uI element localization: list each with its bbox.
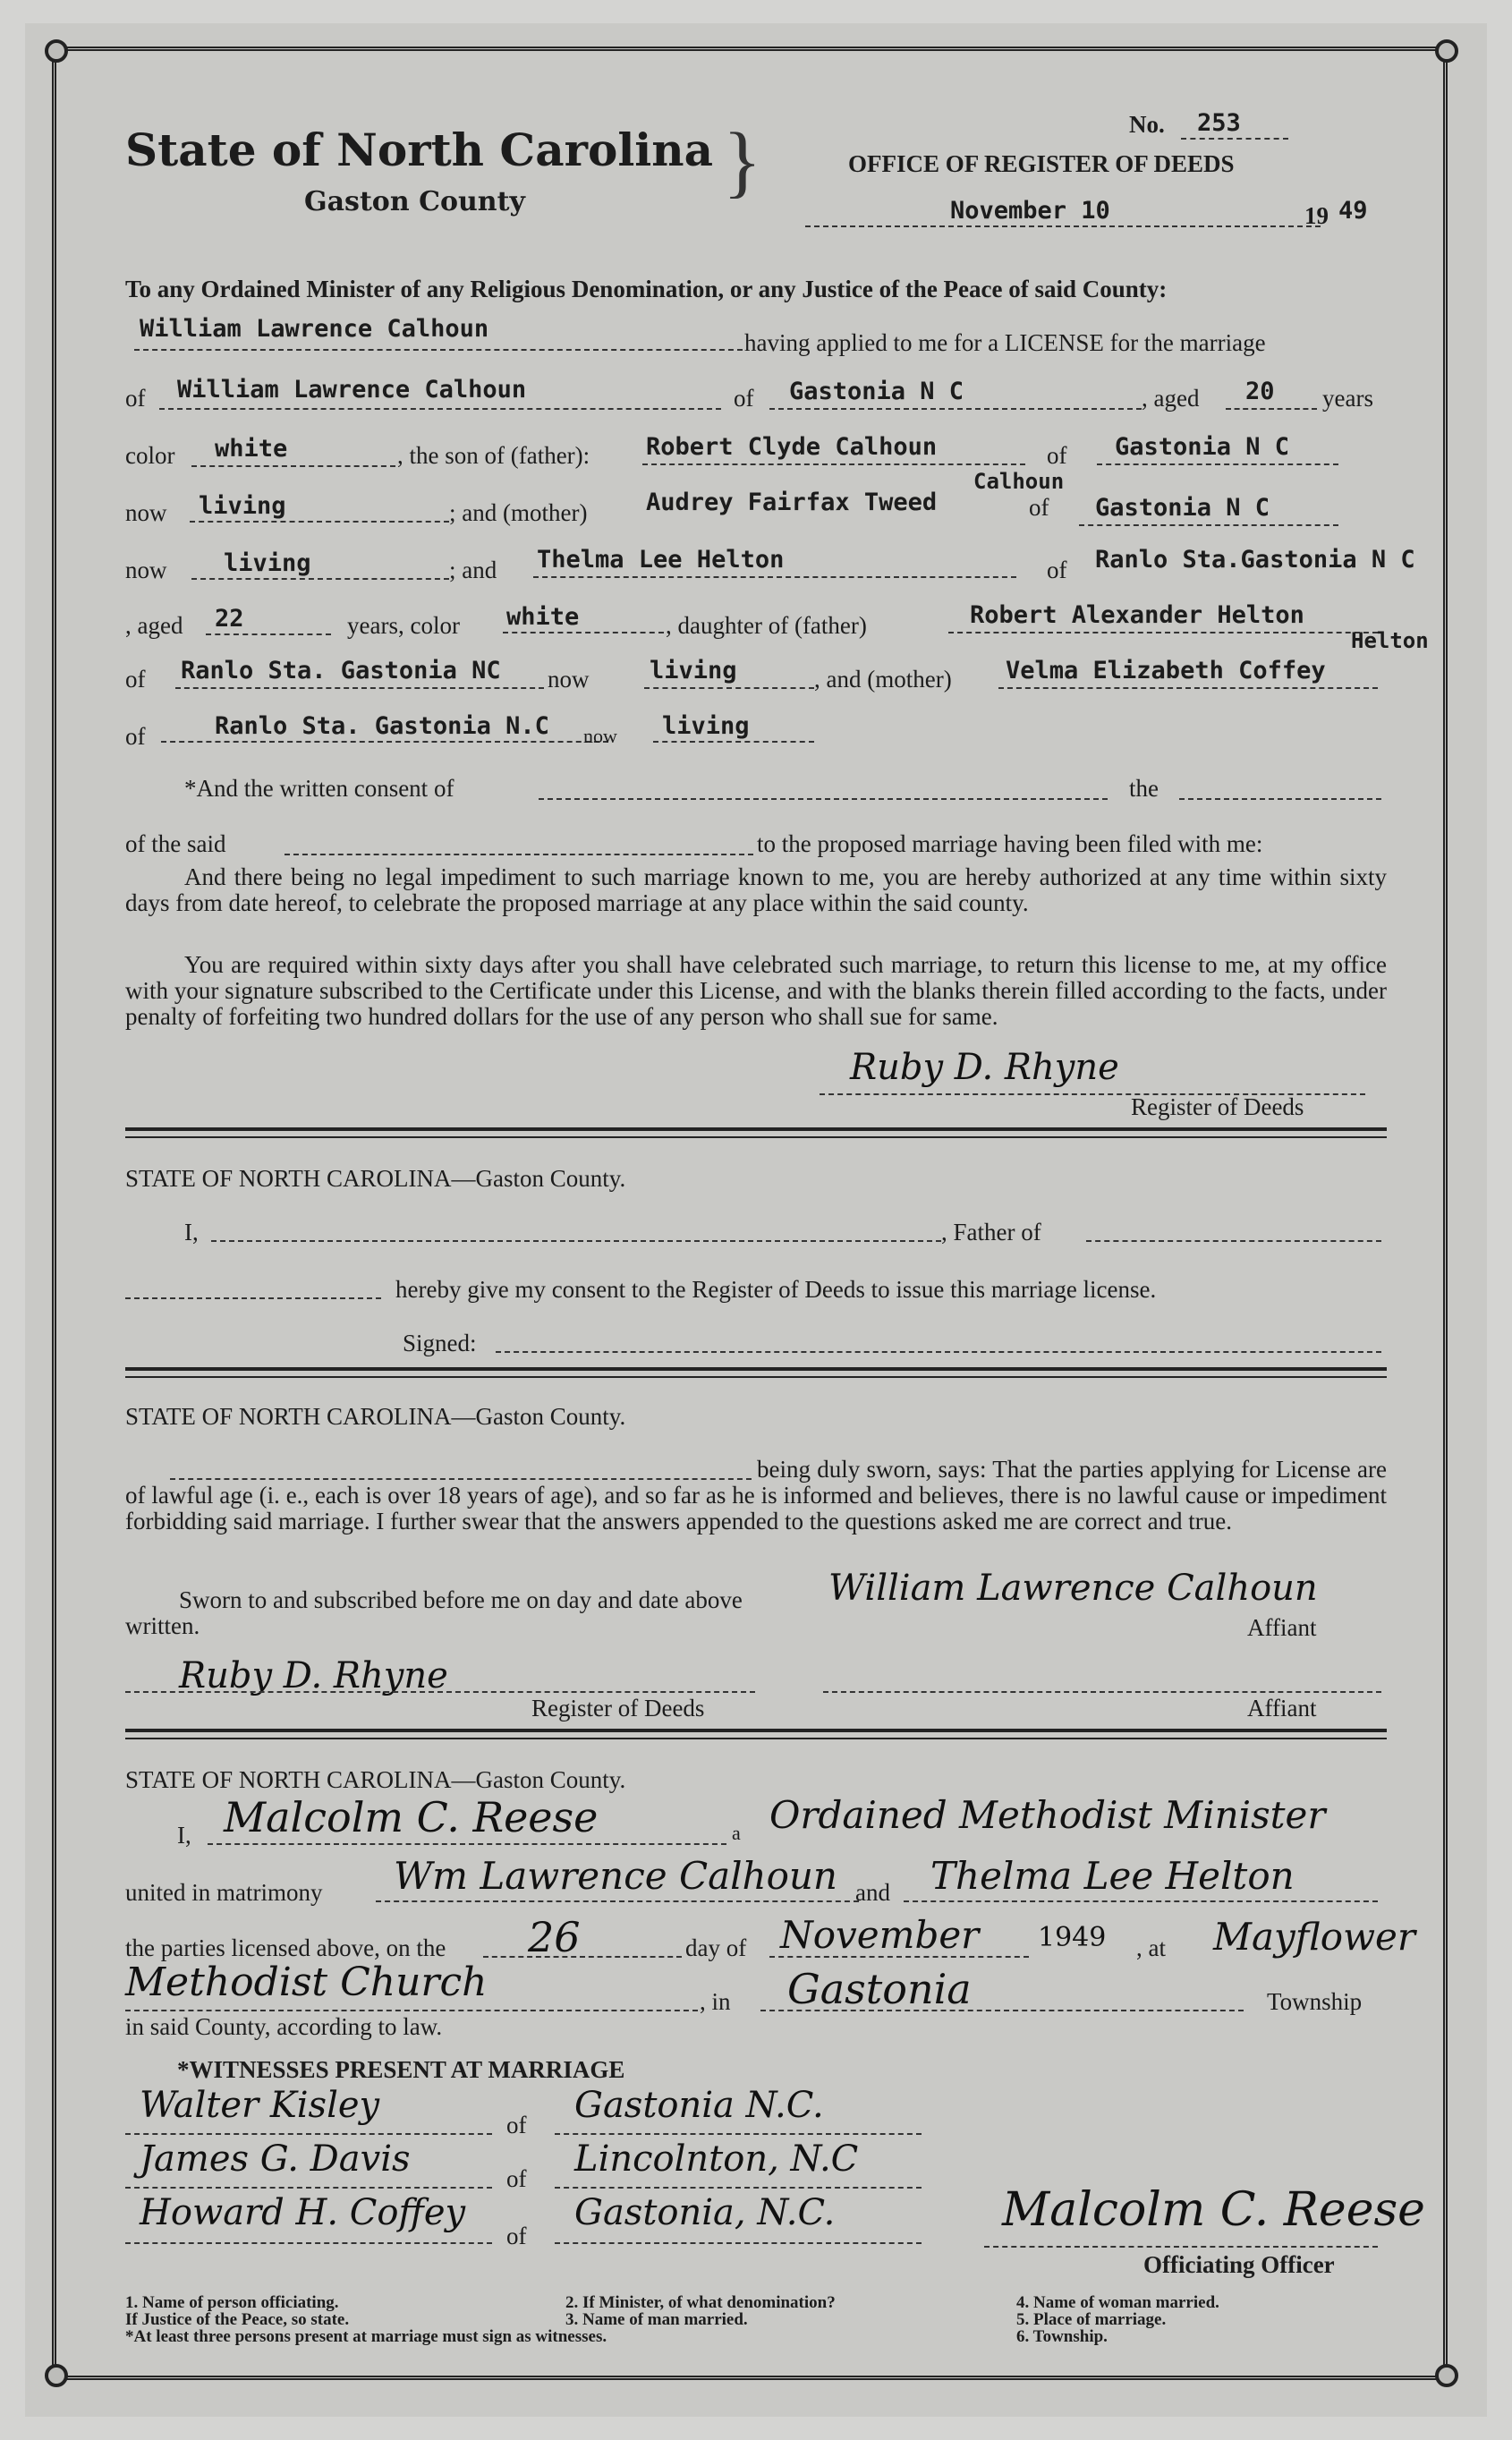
witness-name: Walter Kisley	[140, 2085, 380, 2126]
a-label: a	[732, 1822, 741, 1844]
groom-mother-residence-line	[1079, 524, 1338, 526]
footnote-4: 4. Name of woman married.	[1016, 2293, 1219, 2312]
witness-place: Gastonia, N.C.	[574, 2192, 836, 2233]
parties-label: the parties licensed above, on the	[125, 1934, 446, 1961]
groom-age: 20	[1245, 378, 1275, 405]
father-of-label: , Father of	[941, 1219, 1041, 1246]
bride-age-line	[206, 633, 331, 635]
section-divider	[125, 1136, 1387, 1138]
bride-mother-married-name: Helton	[1351, 628, 1429, 653]
and-label: ; and	[449, 557, 497, 583]
united-label: united in matrimony	[125, 1879, 323, 1906]
bride-age: 22	[215, 605, 244, 633]
place-part2: Methodist Church	[125, 1960, 488, 2005]
consent-relation-line	[1179, 798, 1381, 800]
township-label: Township	[1267, 1988, 1363, 2015]
and-label: and	[855, 1879, 890, 1906]
officiant-line	[208, 1843, 726, 1845]
groom-mother-residence: Gastonia N C	[1095, 494, 1270, 522]
year-suffix: 49	[1338, 197, 1368, 225]
of-the-said-label: of the said	[125, 830, 226, 857]
section-divider	[125, 1127, 1387, 1131]
day-of-label: day of	[685, 1934, 747, 1961]
section-divider	[125, 1367, 1387, 1371]
aged-label: , aged	[125, 612, 183, 639]
county-law-text: in said County, according to law.	[125, 2013, 443, 2040]
corner-ornament	[1435, 2364, 1458, 2387]
of-label: of	[125, 723, 146, 750]
groom-father: Robert Clyde Calhoun	[646, 433, 938, 461]
years-color-label: years, color	[347, 612, 460, 639]
marriage-year: 1949	[1038, 1922, 1107, 1953]
witness-place-line	[555, 2242, 922, 2244]
of-label: of	[1047, 557, 1067, 583]
authorization-paragraph: And there being no legal impediment to such marriage known to me, you are hereby authorized at any time within sixty days from date hereof, to celebrate the proposed marriage at any place within the said county.	[125, 863, 1387, 916]
township: Gastonia	[787, 1965, 972, 2013]
office-title: OFFICE OF REGISTER OF DEEDS	[848, 150, 1235, 177]
sworn-before-text: Sworn to and subscribed before me on day and date above written.	[125, 1586, 743, 1639]
and-mother-label: , and (mother)	[814, 666, 952, 693]
signed-label: Signed:	[403, 1330, 477, 1356]
day-line	[483, 1956, 682, 1958]
groom-father-status: living	[199, 492, 286, 520]
license-number: 253	[1197, 109, 1241, 137]
groom-signature-name: Wm Lawrence Calhoun	[394, 1854, 837, 1898]
bride-father: Robert Alexander Helton	[970, 601, 1304, 629]
at-label: , at	[1136, 1934, 1166, 1961]
officiating-signature: Malcolm C. Reese	[1002, 2183, 1425, 2237]
groom-father-residence-line	[1097, 463, 1338, 465]
groom-name-line	[159, 408, 721, 410]
signed-line	[496, 1351, 1381, 1353]
return-paragraph: You are required within sixty days after you shall have celebrated such marriage, to return this license to me, at my office with your signature subscribed to the Certificate under this License, and with the blanks therein filled according to the facts, under penalty of forfeiting two hundred dollars for the use of any person who shall sue for same.	[125, 951, 1387, 1030]
groom-father-line	[642, 463, 1025, 465]
bride-color: white	[506, 603, 580, 631]
footnote-1b: If Justice of the Peace, so state.	[125, 2310, 350, 2329]
footnote-6: 6. Township.	[1016, 2327, 1108, 2346]
place-line	[125, 2010, 698, 2011]
footnote-witnesses: *At least three persons present at marriage must sign as witnesses.	[125, 2327, 607, 2346]
color-label: color	[125, 442, 175, 469]
witness-place: Gastonia N.C.	[574, 2085, 824, 2126]
groom-name: William Lawrence Calhoun	[177, 376, 527, 404]
officiant-title: Ordained Methodist Minister	[769, 1793, 1326, 1837]
father-of-line	[1086, 1240, 1381, 1242]
consent-name-line	[211, 1240, 941, 1242]
witness-place: Lincolnton, N.C	[574, 2138, 859, 2180]
bride-father-residence-line	[175, 687, 544, 689]
affiant-signature: William Lawrence Calhoun	[828, 1568, 1318, 1609]
bride-name: Thelma Lee Helton	[537, 546, 785, 574]
i-label: I,	[177, 1822, 191, 1849]
daughter-of-label: , daughter of (father)	[666, 612, 867, 639]
month-line	[769, 1956, 1029, 1958]
officiating-label: Officiating Officer	[1143, 2251, 1335, 2278]
witness-name: James G. Davis	[140, 2138, 411, 2180]
date-line	[805, 225, 1321, 227]
corner-ornament	[1435, 39, 1458, 63]
register-label: Register of Deeds	[1131, 1093, 1304, 1120]
bride-father-status-line	[644, 687, 814, 689]
i-label: I,	[184, 1219, 199, 1246]
address-line: To any Ordained Minister of any Religious Denomination, or any Justice of the Peace of said County:	[125, 276, 1168, 302]
consent-text: hereby give my consent to the Register of Deeds to issue this marriage license.	[395, 1276, 1157, 1303]
of-label: of	[734, 385, 754, 412]
number-line	[1181, 138, 1288, 140]
witness-line	[125, 2242, 492, 2244]
groom-father-status-line	[190, 521, 449, 523]
affiant-label-2: Affiant	[1247, 1695, 1317, 1722]
bride-father-line	[948, 632, 1378, 633]
witness-name: Howard H. Coffey	[140, 2192, 466, 2233]
of-label: of	[125, 666, 146, 693]
bride-mother-line	[998, 687, 1378, 689]
witness-of-label: of	[506, 2112, 527, 2138]
applied-text: having applied to me for a LICENSE for the marriage	[744, 329, 1266, 356]
footnote-3: 3. Name of man married.	[565, 2310, 748, 2329]
aged-label: , aged	[1142, 385, 1200, 412]
affidavit-heading: STATE OF NORTH CAROLINA—Gaston County.	[125, 1403, 626, 1430]
bride-mother-residence: Ranlo Sta. Gastonia N.C	[215, 712, 549, 740]
officiating-line	[984, 2246, 1378, 2248]
now-label: now	[125, 557, 167, 583]
certificate-heading: STATE OF NORTH CAROLINA—Gaston County.	[125, 1766, 626, 1793]
county-title: Gaston County	[304, 186, 525, 217]
said-line	[285, 854, 753, 855]
section-divider	[125, 1738, 1387, 1739]
marriage-month: November	[780, 1913, 980, 1957]
bride-mother: Velma Elizabeth Coffey	[1006, 657, 1326, 684]
groom-color-line	[191, 465, 395, 467]
now-label: now	[125, 499, 167, 526]
bride-mother-status: living	[662, 712, 750, 740]
consent-child-line	[125, 1297, 381, 1299]
marriage-day: 26	[528, 1913, 581, 1961]
sworn-paragraph: being duly sworn, says: That the parties applying for License are of lawful age (i. e., each is over 18 years of age), and so far as he is informed and believes, there is no lawful cause or impediment forbidding said marriage. I further swear that the answers appended to the questions asked me are correct and true.	[125, 1456, 1387, 1535]
affidavit-register-label: Register of Deeds	[531, 1695, 705, 1722]
now-label: now	[548, 666, 590, 693]
affiant-label: Affiant	[1247, 1614, 1317, 1641]
year-prefix: 19	[1304, 202, 1329, 229]
brace-divider: }	[723, 117, 762, 206]
witness-place-line	[555, 2187, 922, 2189]
affiant-line-2	[823, 1691, 1381, 1693]
footnote-2: 2. If Minister, of what denomination?	[565, 2293, 836, 2312]
place-part1: Mayflower	[1213, 1915, 1415, 1959]
number-label: No.	[1129, 111, 1165, 138]
bride-father-status: living	[650, 657, 737, 684]
bride-residence: Ranlo Sta.Gastonia N C	[1095, 546, 1415, 574]
witness-place-line	[555, 2133, 922, 2135]
groom-mother-status: living	[224, 549, 311, 577]
bride-signature-line	[904, 1900, 1378, 1902]
bride-mother-residence-line	[161, 741, 608, 743]
the-label: the	[1129, 775, 1159, 802]
consent-label: *And the written consent of	[184, 775, 454, 802]
groom-color: white	[215, 435, 288, 463]
groom-residence-line	[769, 408, 1142, 410]
now-label: now	[583, 725, 617, 747]
corner-ornament	[45, 39, 68, 63]
groom-residence: Gastonia N C	[789, 378, 964, 405]
bride-signature-name: Thelma Lee Helton	[930, 1854, 1295, 1898]
applicant-line	[134, 349, 743, 351]
witnesses-heading: *WITNESSES PRESENT AT MARRIAGE	[177, 2056, 625, 2083]
groom-father-residence: Gastonia N C	[1115, 433, 1290, 461]
state-title: State of North Carolina	[125, 123, 714, 176]
groom-signature-line	[376, 1900, 859, 1902]
footnote-1: 1. Name of person officiating.	[125, 2293, 339, 2312]
affidavit-register-signature: Ruby D. Rhyne	[179, 1655, 448, 1696]
footnote-5: 5. Place of marriage.	[1016, 2310, 1167, 2329]
consent-line	[539, 798, 1108, 800]
register-signature: Ruby D. Rhyne	[850, 1047, 1119, 1088]
bride-father-residence: Ranlo Sta. Gastonia NC	[181, 657, 501, 684]
of-label: of	[1047, 442, 1067, 469]
witness-line	[125, 2133, 492, 2135]
affidavit-register-line	[125, 1691, 755, 1693]
witness-of-label: of	[506, 2165, 527, 2192]
consent-filed-text: to the proposed marriage having been filed with me:	[757, 830, 1263, 857]
son-of-label: , the son of (father):	[397, 442, 590, 469]
bride-name-line	[533, 576, 1016, 578]
bride-color-line	[503, 632, 664, 633]
groom-mother: Audrey Fairfax Tweed	[646, 489, 938, 516]
section-divider	[125, 1376, 1387, 1378]
corner-ornament	[45, 2364, 68, 2387]
groom-age-line	[1226, 408, 1317, 410]
in-label: , in	[700, 1988, 731, 2015]
witness-of-label: of	[506, 2223, 527, 2249]
and-mother-label: ; and (mother)	[449, 499, 588, 526]
license-date: November 10	[950, 197, 1110, 225]
applicant-name: William Lawrence Calhoun	[140, 315, 489, 343]
officiant-name: Malcolm C. Reese	[224, 1793, 599, 1841]
section-divider	[125, 1729, 1387, 1732]
witness-line	[125, 2187, 492, 2189]
groom-mother-married-name: Calhoun	[973, 469, 1065, 494]
of-label: of	[125, 385, 146, 412]
years-label: years	[1322, 385, 1373, 412]
township-line	[760, 2010, 1244, 2011]
bride-mother-status-line	[653, 741, 814, 743]
consent-heading: STATE OF NORTH CAROLINA—Gaston County.	[125, 1165, 626, 1192]
of-label: of	[1029, 494, 1049, 521]
groom-mother-status-line	[191, 578, 449, 580]
